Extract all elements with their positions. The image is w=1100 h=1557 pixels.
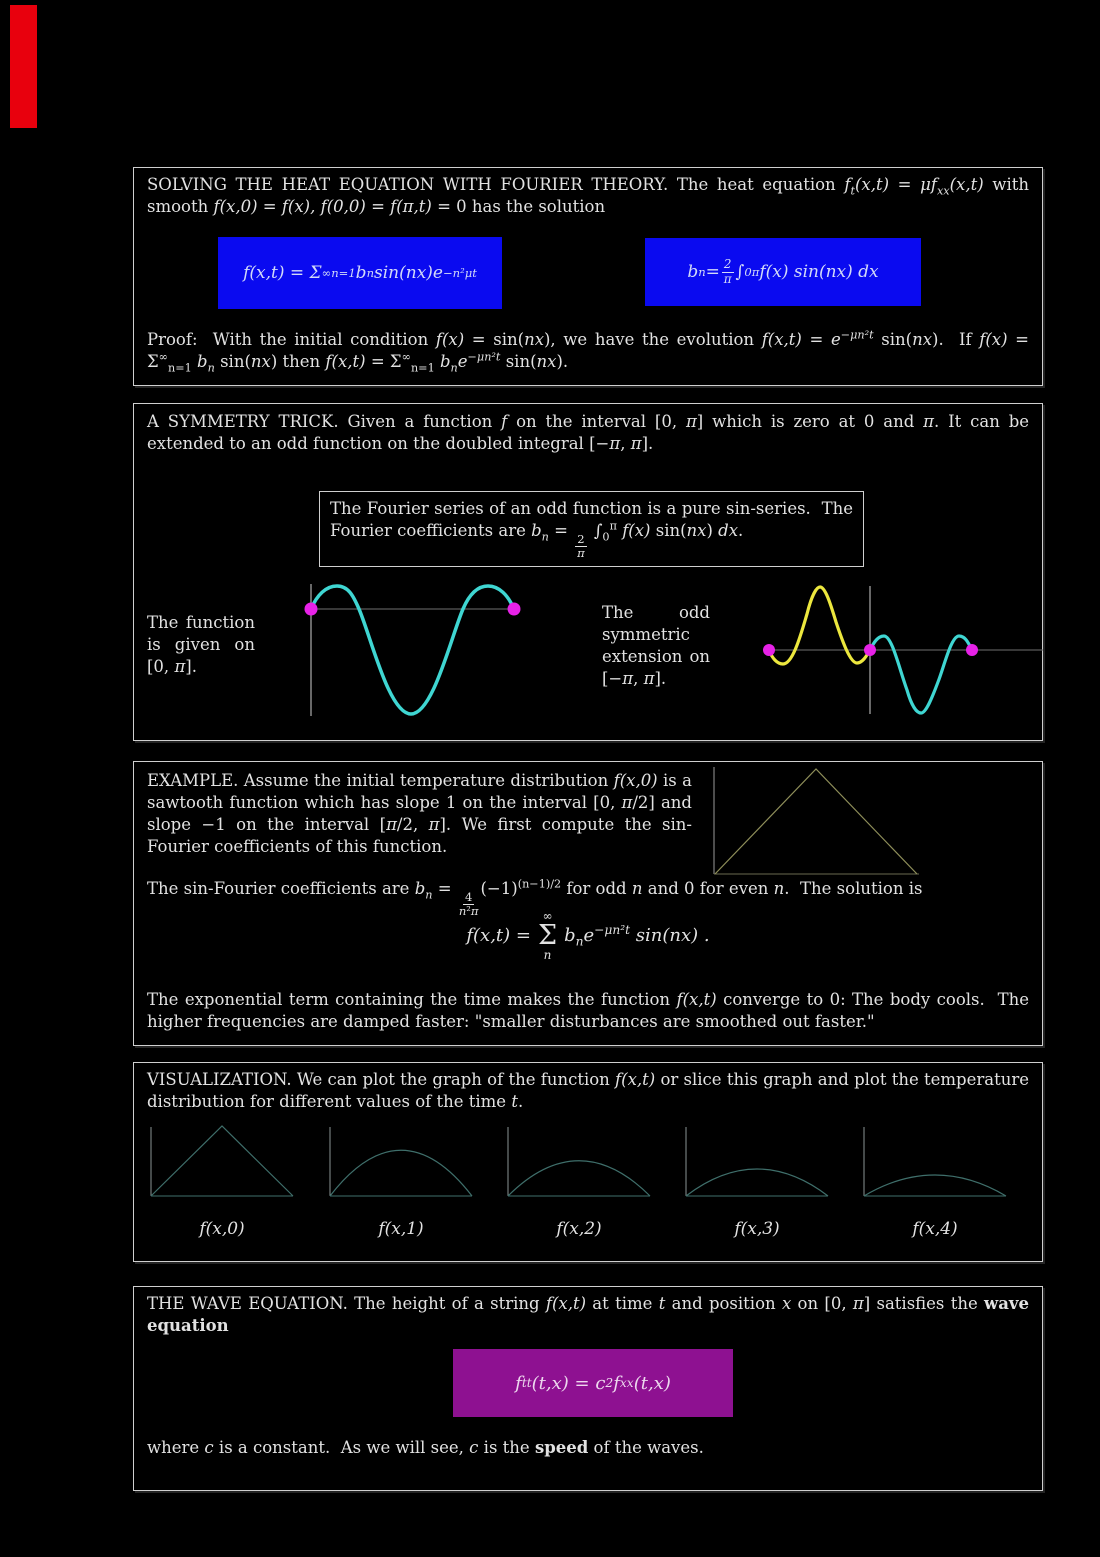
endpoint-dot-zero — [864, 644, 876, 656]
time-slice-plot-2 — [504, 1125, 664, 1239]
sum-upper-limit: ∞ — [542, 909, 553, 923]
temperature-curve — [330, 1150, 472, 1196]
solution-formula-highlight: f(x,t) = Σ ∞ n=1 b n sin(nx)e −n²μt — [218, 237, 502, 309]
sigma-symbol: Σ — [538, 920, 558, 951]
function-plot-caption: The function is given on [0, π]. — [147, 613, 255, 676]
temperature-curve — [508, 1161, 650, 1196]
endpoint-dot-right — [508, 603, 521, 616]
wave-intro-text: THE WAVE EQUATION. The height of a string f(x,t) at time t and position x on [0, π] satisfies the wave equation — [147, 1294, 1029, 1335]
slice-plot-svg — [504, 1125, 654, 1199]
heat-proof-text: Proof: With the initial condition f(x) = sin(nx), we have the evolution $f(x,t) = e^{-\mu n^2t}$ sin(nx). If $f(x) = \Sigma^\infty_{n=1}$ $b_n$ sin(nx) then $f(x,t) = \Sigma^\infty_{n=1}$ $b_ne^{-\mu n^2t}$ sin(nx). — [147, 328, 1030, 375]
symmetry-intro-text: A SYMMETRY TRICK. Given a function f on the interval [0, π] which is zero at 0 and π. It can be extended to an odd function on the doubled integral [−π, π]. — [147, 412, 1030, 453]
slice-plot-svg — [147, 1125, 297, 1199]
function-on-0-pi-plot — [301, 569, 531, 724]
time-slice-plot-3 — [682, 1125, 842, 1239]
endpoint-dot-pi — [966, 644, 978, 656]
cyan-function-curve — [311, 586, 514, 714]
yellow-odd-extension-curve — [769, 587, 870, 664]
heat-equation-section — [133, 167, 1043, 386]
time-slice-label: f(x,2) — [556, 1219, 602, 1239]
coefficient-formula-highlight: b n = $\frac{2}{\pi}$ ∫ 0 π f(x) sin(nx) dx — [645, 238, 921, 306]
wave-footer-text: where c is a constant. As we will see, c is the speed of the waves. — [147, 1438, 704, 1457]
time-slice-plot-0 — [147, 1125, 307, 1239]
time-slice-label: f(x,3) — [734, 1219, 780, 1239]
solution-display-formula — [134, 910, 1042, 961]
slice-plot-svg — [326, 1125, 476, 1199]
time-slice-label: f(x,4) — [912, 1219, 958, 1239]
time-slice-label: f(x,1) — [378, 1219, 424, 1239]
cyan-function-curve — [870, 636, 972, 713]
endpoint-dot-minus-pi — [763, 644, 775, 656]
visualization-intro-text: VISUALIZATION. We can plot the graph of the function f(x,t) or slice this graph and plot the temperature distribution for different values of the time t. — [147, 1070, 1029, 1111]
wave-equation-formula-highlight: f tt (t,x) = c 2 f xx (t,x) — [453, 1349, 733, 1417]
slice-plot-svg — [860, 1125, 1010, 1199]
time-slice-label: f(x,0) — [199, 1219, 245, 1239]
cooling-conclusion-text: The exponential term containing the time makes the function f(x,t) converge to 0: The body cools. The higher frequencies are damped faster: "smaller disturbances are smoothed out faster." — [147, 990, 1029, 1031]
temperature-curve — [151, 1126, 293, 1196]
extension-plot-caption: The odd symmetric extension on [−π, π]. — [602, 603, 710, 688]
temperature-curve — [686, 1169, 828, 1196]
sawtooth-plot — [701, 765, 936, 883]
symmetry-trick-section — [133, 403, 1043, 741]
red-margin-marker — [10, 5, 37, 128]
heat-intro-text: SOLVING THE HEAT EQUATION WITH FOURIER THEORY. The heat equation $f_t(x,t) = \mu f_{xx}(x,t)$ with smooth f(x,0) = f(x), f(0,0) = f(π,t) = 0 has the solution — [147, 175, 1029, 216]
coefficients-text: The sin-Fourier coefficients are $b_n$ = $\frac{4}{\text{n²π}}$ $(-1)^{(n-1)/2}$ for odd n and 0 for even n. The solution is — [147, 877, 923, 918]
sawtooth-curve — [715, 769, 917, 874]
example-intro-text: EXAMPLE. Assume the initial temperature distribution f(x,0) is a sawtooth function which has slope 1 on the interval [0, π/2] and slope −1 on the interval [π/2, π]. We first compute the sin-Fourier coefficients of this function. — [147, 771, 693, 856]
visualization-section — [133, 1062, 1043, 1262]
odd-function-note-box: The Fourier series of an odd function is a pure sin-series. The Fourier coefficients are $b_n$ = $\frac{2}{\pi}$ $\int_0^\pi$ f(x) sin(nx) dx. — [319, 491, 864, 567]
formula-prefix: f(x,t) = — [466, 925, 531, 946]
endpoint-dot-left — [305, 603, 318, 616]
slice-plot-svg — [682, 1125, 832, 1199]
formula-rest: $b_ne^{-\mu n^2t}$ sin(nx) . — [564, 923, 710, 949]
sum-lower-limit: n — [543, 948, 552, 962]
time-slice-plot-4 — [860, 1125, 1020, 1239]
time-slice-plot-1 — [326, 1125, 486, 1239]
odd-extension-plot — [751, 576, 1051, 726]
example-section — [133, 761, 1043, 1046]
wave-equation-section — [133, 1286, 1043, 1491]
sum-symbol-with-limits — [538, 910, 557, 961]
temperature-curve — [864, 1175, 1006, 1196]
